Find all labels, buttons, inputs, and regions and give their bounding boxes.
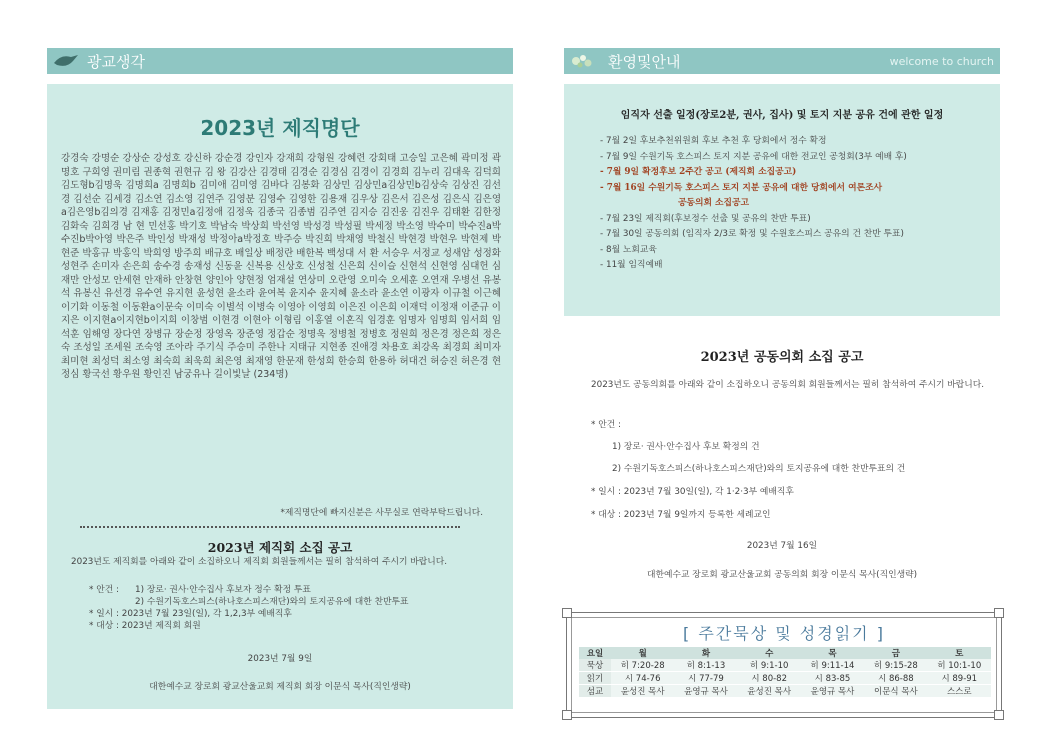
table-cell: 윤성진 목사 [738, 685, 801, 698]
general-meeting-datetime: * 일시 : 2023년 7월 30일(일), 각 1·2·3부 예배직후 [591, 487, 794, 497]
table-cell: 시 89-91 [928, 672, 991, 685]
general-meeting-agenda-2: 2) 수원기독호스피스(하나호스피스재단)와의 토지공유에 대한 찬반투표의 건 [612, 464, 906, 474]
schedule-item-highlight: - 7월 16일 수원기독 호스피스 토지 지분 공유에 대한 당회에서 여론조사 [600, 182, 883, 193]
general-meeting-target: * 대상 : 2023년 7월 9일까지 등록한 세례교인 [591, 510, 771, 520]
table-cell: 이문식 목사 [864, 685, 927, 698]
table-cell: 시 86-88 [864, 672, 927, 685]
general-meeting-sign: 대한예수교 장로회 광교산울교회 공동의회 회장 이문식 목사(직인생략) [646, 570, 918, 580]
table-cell: 윤성진 목사 [611, 685, 674, 698]
table-cell: 히 7:20-28 [611, 659, 674, 672]
table-header-cell: 월 [611, 647, 674, 659]
officer-meeting-date: 2023년 7월 9일 [247, 654, 313, 664]
schedule-item: - 7월 9일 수원기독 호스피스 토지 지분 공유에 대한 전교인 공청회(3부 예배 후) [600, 151, 907, 162]
table-header-cell: 토 [928, 647, 991, 659]
weekly-reading-table [579, 647, 991, 698]
schedule-item-highlight: - 7월 9일 확정후보 2주간 공고 (제직회 소집공고) [600, 167, 797, 177]
table-cell: 히 8:1-13 [674, 659, 737, 672]
schedule-item: - 7월 30일 공동의회 (임직자 2/3로 확정 및 수원호스피스 공유의 건 찬반 투표) [600, 229, 904, 239]
flower-icon [568, 52, 596, 70]
election-schedule-title: 임직자 선출 일정(장로2분, 권사, 집사) 및 토지 지분 공유 건에 관한 일정 [620, 110, 944, 121]
right-header [564, 48, 1000, 74]
officer-meeting-target: * 대상 : 2023년 제직회 회원 [89, 621, 201, 631]
table-cell: 읽기 [579, 672, 611, 685]
table-cell: 시 83-85 [801, 672, 864, 685]
weekly-table-title: [ 주간묵상 및 성경읽기 ] [683, 624, 885, 643]
table-header-cell: 화 [674, 647, 737, 659]
left-header-title: 광교생각 [87, 53, 145, 71]
general-meeting-agenda-1: 1) 장로· 권사·안수집사 후보 확정의 건 [612, 442, 760, 452]
leaf-icon [53, 53, 79, 69]
table-cell: 시 80-82 [738, 672, 801, 685]
officer-list-title: 2023년 제직명단 [200, 116, 360, 140]
right-header-subtitle: welcome to church [889, 55, 994, 68]
table-row [579, 659, 991, 672]
table-cell: 묵상 [579, 659, 611, 672]
general-meeting-date: 2023년 7월 16일 [746, 541, 818, 551]
election-schedule-panel [564, 84, 1000, 316]
officer-names: 강경숙 강명순 강상순 강성호 강신하 강순경 강인자 강재희 강형원 강혜련 강회태 고승일 고은혜 곽미정 곽명호 구희영 권미림 권종혁 권현규 김 왕 김강산 김경태 김경순 김경심 김경이 김경희 김누리 김대욱 김덕희 김도형b김명욱 김명희a 김명희b 김미애 김미영 김바다 김봉화 김상민 김상민a김상민b김상숙 김상진 김선경 김선순 김세경 김소연 김소영 김연주 김영분 김영수 김영한 김용재 김우상 김은서 김은성 김은식 김은영a김은영b김의경 김재홍 김정민a김정애 김정욱 김종국 김종범 김주연 김지승 김진웅 김진우 김태환 김한정 김화숙 김희경 남 현 민선홍 박기호 박남숙 박상희 박선영 박성경 박성필 박세정 박소영 박수미 박수진a박수진b박아영 박은주 박인성 박재성 박정아a박정호 박주승 박진희 박채영 박철신 박현경 박현우 박현제 박현준 박홍규 박홍익 박희영 방주희 배규호 배일상 배정란 배한복 백성대 서 환 서승우 서정교 성새암 성정화 성현주 손미자 손은희 송수경 송재성 신동윤 신복용 신상호 신성철 신은희 신이슬 신현석 신현영 심대헌 심재만 안성모 안세현 안재하 안창현 양인아 양현정 엄재설 연상미 오란영 오미숙 오세훈 오연재 우병선 유봉석 유봉신 유선경 유수연 유지현 윤성현 윤소라 윤여복 윤지수 윤지혜 윤소라 윤소연 이광자 이규철 이근혜 이기화 이동철 이동환a이문숙 이미숙 이별석 이병숙 이영아 이영희 이은진 이은희 이재덕 이정재 이준규 이지은 이지현a이지현b이지희 이창범 이현경 이현아 이형림 이홍열 이혼직 임경훈 임명자 임명희 임서희 임석훈 임해영 장다연 장병규 장순정 장영옥 장준영 정갑순 정명욱 정병철 정병호 정원희 정은경 정은희 정은숙 조성일 조세원 조숙영 조아라 주기식 주승미 주한나 지태규 지현종 진애경 차용호 최강옥 최경희 최미자 최미현 최성덕 최소영 최숙희 최욱희 최은영 최재영 한문재 한성희 한승희 한용하 허대건 허승진 허은경 현정심 황국선 황우원 황인진 남궁유나 길이빛날 (234명) [61, 153, 501, 380]
general-meeting-title: 2023년 공동의회 소집 공고 [700, 350, 864, 365]
table-cell: 윤영규 목사 [801, 685, 864, 698]
officer-meeting-intro: 2023년도 제직회를 아래와 같이 소집하오니 제직회 회원들께서는 필히 참석하여 주시기 바랍니다. [71, 557, 448, 567]
left-header [47, 48, 513, 74]
officer-list-note: *제직명단에 빠지신분은 사무실로 연락부탁드립니다. [280, 508, 483, 518]
dotted-divider [80, 526, 460, 528]
table-header-row [579, 647, 991, 659]
table-cell: 윤영규 목사 [674, 685, 737, 698]
frame-corner [562, 608, 572, 618]
schedule-item: - 7월 23일 제직회(후보정수 선출 및 공유의 찬반 투표) [600, 213, 811, 224]
table-row [579, 685, 991, 698]
schedule-item: - 7월 2일 후보추천위원회 후보 추천 후 당회에서 정수 확정 [600, 136, 827, 146]
table-cell: 히 9:15-28 [864, 659, 927, 672]
officer-meeting-sign: 대한예수교 장로회 광교산울교회 제직회 회장 이문식 목사(직인생략) [149, 682, 411, 692]
table-cell: 히 9:1-10 [738, 659, 801, 672]
schedule-item: - 11월 임직예배 [600, 260, 663, 270]
table-cell: 히 9:11-14 [801, 659, 864, 672]
table-header-cell: 금 [864, 647, 927, 659]
officer-meeting-agenda-2: 2) 수원기독호스피스(하나호스피스재단)와의 토지공유에 대한 찬반투표 [135, 597, 409, 607]
general-meeting-agenda-label: * 안건 : [591, 420, 621, 430]
election-schedule-list [600, 134, 907, 274]
table-row [579, 672, 991, 685]
table-cell: 히 10:1-10 [928, 659, 991, 672]
officer-list-panel [47, 84, 513, 709]
officer-meeting-title: 2023년 제직회 소집 공고 [207, 540, 353, 555]
frame-corner [562, 710, 572, 720]
officer-meeting-agenda-1: 1) 장로· 권사·안수집사 후보자 정수 확정 투표 [135, 585, 311, 595]
table-cell: 스스로 [928, 685, 991, 698]
general-meeting-intro: 2023년도 공동의회를 아래와 같이 소집하오니 공동의회 회원들께서는 필히 참석하여 주시기 바랍니다. [591, 380, 985, 390]
table-cell: 섬교 [579, 685, 611, 698]
table-cell: 시 77-79 [674, 672, 737, 685]
table-header-cell: 요일 [579, 647, 611, 659]
table-header-cell: 목 [801, 647, 864, 659]
schedule-item-highlight: 공동의회 소집공고 [678, 198, 750, 208]
frame-corner [994, 710, 1004, 720]
right-header-title: 환영및안내 [608, 53, 681, 71]
table-cell: 시 74-76 [611, 672, 674, 685]
schedule-item: - 8월 노회교육 [600, 244, 657, 255]
frame-corner [994, 608, 1004, 618]
officer-meeting-datetime: * 일시 : 2023년 7월 23일(일), 각 1,2,3부 예배직후 [89, 609, 292, 619]
table-header-cell: 수 [738, 647, 801, 659]
officer-meeting-agenda-label: * 안건 : [89, 585, 119, 595]
